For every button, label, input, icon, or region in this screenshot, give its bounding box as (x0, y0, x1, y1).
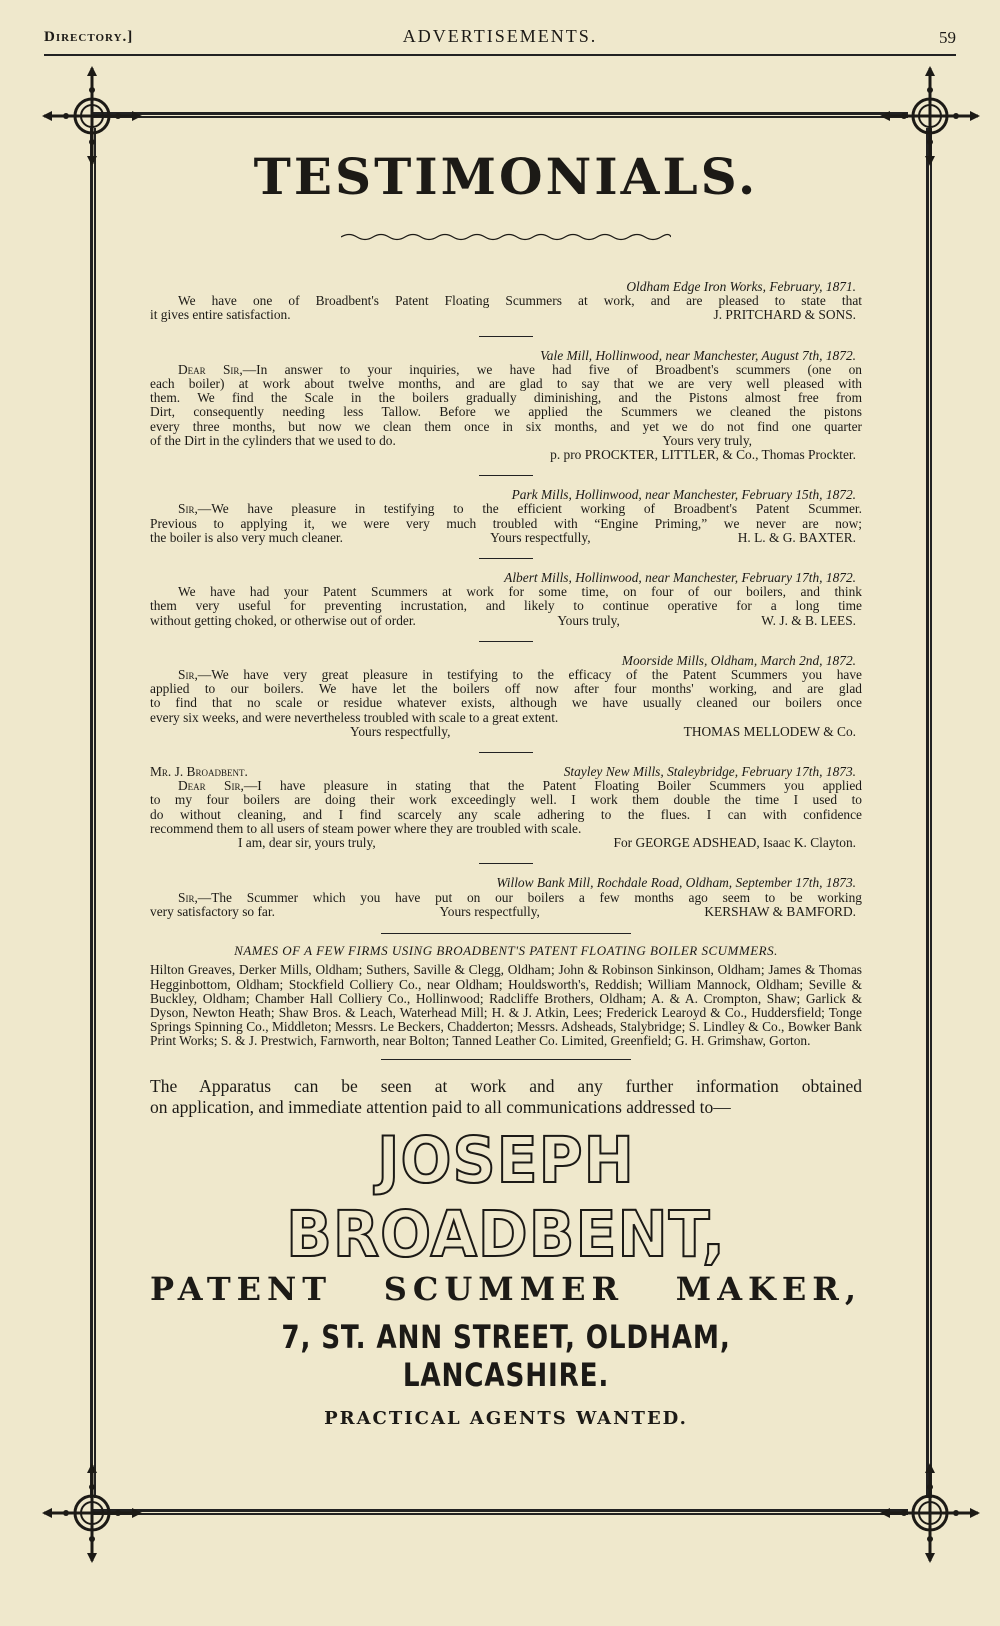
testimonial-signatory: KERSHAW & BAMFORD. (704, 903, 856, 919)
testimonial-signatory: W. J. & B. LEES. (761, 612, 856, 628)
testimonial-closing-text: without getting choked, or otherwise out of order. (150, 612, 416, 628)
section-divider (381, 1059, 631, 1060)
corner-ornament-icon (42, 1463, 142, 1563)
testimonial (150, 280, 862, 323)
testimonial-location: Oldham Edge Iron Works, February, 1871. (626, 279, 856, 294)
testimonial-heading-row (150, 765, 862, 779)
section-divider (381, 933, 631, 934)
testimonial-text-line (150, 668, 862, 682)
testimonial-valediction: Yours respectfully, (350, 723, 451, 739)
advertiser-address: 7, ST. ANN STREET, OLDHAM, LANCASHIRE. (281, 1317, 731, 1394)
testimonial-text-line (150, 779, 862, 793)
testimonial-signatory: J. PRITCHARD & SONS. (713, 307, 856, 323)
testimonial-text-line: each boiler) at work about twelve months, and are glad to say that we are very well pleased with (150, 376, 862, 392)
testimonial-text-line (150, 891, 862, 905)
running-head (44, 26, 956, 52)
testimonial-text: —I have pleasure in stating that the Patent Floating Boiler Scummers you applied (243, 778, 862, 794)
salutation: Sir, (178, 667, 198, 683)
testimonial-text-line: every six weeks, and were nevertheless troubled with scale to a great extent. (150, 709, 559, 725)
trade-word: PATENT (150, 1269, 333, 1308)
testimonial-location: Park Mills, Hollinwood, near Manchester, February 15th, 1872. (511, 487, 856, 503)
testimonial-text-line: to my four boilers are doing their work exceedingly well. I work them double the time I used to (150, 792, 862, 808)
testimonial-text-line: applied to our boilers. We have let the boilers off now after four months' working, and are glad (150, 681, 862, 697)
corner-ornament-icon (880, 66, 980, 166)
testimonial-valediction: Yours very truly, (662, 432, 752, 448)
testimonial-valediction: Yours respectfully, (439, 903, 540, 919)
short-divider (479, 641, 533, 642)
testimonial-text-line: We have had your Patent Scummers at work for some time, on four of our boilers, and think (178, 584, 862, 600)
testimonial-text-line: recommend them to all users of steam power where they are troubled with scale. (150, 820, 582, 836)
testimonial-closing-text: of the Dirt in the cylinders that we used to do. (150, 432, 396, 448)
testimonial-signature-row (150, 836, 862, 850)
running-head-left: Directory.] (44, 29, 134, 45)
testimonial-text-line: Previous to applying it, we were very much troubled with “Engine Priming,” we never are now; (150, 515, 862, 531)
page-number: 59 (939, 28, 956, 47)
firms-list: Hilton Greaves, Derker Mills, Oldham; Suthers, Saville & Clegg, Oldham; John & Robinson Sinkinson, Oldham; James & Thomas Hegginbottom, Oldham; Stockfield Colliery Co., near Oldham; Houldsworth's, Reddish; William Mannock, Oldham; Seville & Buckley, Oldham; Chamber Hall Colliery Co., Hollinwood; Radcliffe Brothers, Oldham; A. & A. Crompton, Shaw; Garlick & Dyson, Newton Heath; Shaw Bros. & Leach, Waterhead Mill; H. & J. Atkin, Lees; Frederick Learoyd & Co., Huddersfield; Tonge Springs Spinning Co., Middleton; Messrs. Le Beckers, Chadderton; Messrs. Adsheads, Stalybridge; S. Lindley & Co., Bowker Bank Print Works; S. & J. Prestwich, Farnworth, near Bolton; Tanned Leather Co. Limited, Greenfield; G. H. Grimshaw, Gorton. (150, 962, 862, 1049)
testimonial (150, 488, 862, 545)
testimonial-closing-text: very satisfactory so far. (150, 903, 275, 919)
salutation: Dear Sir, (178, 361, 243, 377)
header-rule (44, 54, 956, 56)
testimonial-closing-text: it gives entire satisfaction. (150, 307, 291, 323)
testimonial-text: —We have pleasure in testifying to the efficient working of Broadbent's Patent Scummer. (197, 501, 862, 517)
testimonial-valediction: I am, dear sir, yours truly, (238, 835, 376, 851)
testimonial-text-line: to find that no scale or residue whatever exists, although we have usually cleaned our boilers once (150, 695, 862, 711)
testimonial-signature-row (150, 434, 862, 448)
testimonial-text: —The Scummer which you have put on our boilers a few months ago seem to be working (197, 889, 862, 905)
frame-top-border (92, 112, 908, 118)
salutation: Dear Sir, (178, 778, 244, 794)
salutation: Sir, (178, 889, 198, 905)
apparatus-line: on application, and immediate attention paid to all communications addressed to— (150, 1096, 731, 1117)
testimonial (150, 876, 862, 919)
squiggle-divider-icon (341, 232, 671, 242)
testimonial-signature-row (150, 531, 862, 545)
testimonial-text-line: every three months, but now we clean them once in six months, and yet we do not find one quarter (150, 418, 862, 434)
testimonial-signature-row (150, 448, 862, 462)
testimonial-signature-row (150, 614, 862, 628)
testimonial-location: Willow Bank Mill, Rochdale Road, Oldham, September 17th, 1873. (496, 875, 856, 891)
testimonial-valediction: Yours respectfully, (490, 529, 591, 545)
testimonial-valediction: Yours truly, (557, 612, 620, 628)
testimonial (150, 654, 862, 739)
testimonial (150, 765, 862, 850)
frame-right-border (926, 128, 932, 1498)
advertiser-trade (150, 1270, 862, 1308)
testimonial-signature-row (150, 725, 862, 739)
testimonial-location: Albert Mills, Hollinwood, near Manchester, February 17th, 1872. (504, 570, 856, 586)
testimonial (150, 349, 862, 463)
apparatus-paragraph (150, 1076, 862, 1118)
testimonial-signatory: THOMAS MELLODEW & Co. (683, 723, 856, 739)
testimonial-signatory: For GEORGE ADSHEAD, Isaac K. Clayton. (613, 835, 856, 851)
testimonial-signatory: p. pro PROCKTER, LITTLER, & Co., Thomas Prockter. (550, 447, 856, 463)
testimonial-text-line: We have one of Broadbent's Patent Floating Scummers at work, and are pleased to state that (178, 293, 862, 309)
agents-wanted-notice: PRACTICAL AGENTS WANTED. (324, 1407, 688, 1429)
testimonial-text: —We have very great pleasure in testifying to the efficacy of the Patent Scummers you have (197, 667, 862, 683)
testimonial-location: Stayley New Mills, Staleybridge, February 17th, 1873. (563, 764, 856, 780)
page-title: TESTIMONIALS. (253, 147, 759, 206)
trade-word: SCUMMER (383, 1269, 625, 1308)
short-divider (479, 558, 533, 559)
firms-heading: NAMES OF A FEW FIRMS USING BROADBENT'S PATENT FLOATING BOILER SCUMMERS. (234, 942, 778, 958)
advertiser-name: JOSEPH BROADBENT, (286, 1124, 726, 1272)
short-divider (479, 475, 533, 476)
short-divider (479, 752, 533, 753)
frame-left-border (90, 128, 96, 1498)
short-divider (479, 863, 533, 864)
frame-bottom-border (92, 1509, 908, 1515)
testimonial-text-line: them very useful for preventing incrustation, and likely to continue operative for a long time (150, 598, 862, 614)
running-head-title: ADVERTISEMENTS. (402, 26, 598, 46)
salutation: Sir, (178, 501, 198, 517)
testimonial-signatory: H. L. & G. BAXTER. (737, 529, 856, 545)
testimonial-location: Moorside Mills, Oldham, March 2nd, 1872. (621, 652, 856, 668)
testimonial-signature-row (150, 308, 862, 322)
testimonial-text-line (150, 363, 862, 377)
corner-ornament-icon (880, 1463, 980, 1563)
trade-word: MAKER, (675, 1269, 862, 1308)
testimonial-text: —In answer to your inquiries, we have had five of Broadbent's scummers (one on (242, 361, 862, 377)
testimonial-text-line: Dirt, consequently needing less Tallow. Before we applied the Scummers we cleaned the pistons (150, 404, 862, 420)
short-divider (479, 336, 533, 337)
testimonial-text-line (150, 502, 862, 516)
corner-ornament-icon (42, 66, 142, 166)
testimonial-location: Vale Mill, Hollinwood, near Manchester, August 7th, 1872. (540, 347, 856, 363)
testimonial-signature-row (150, 905, 862, 919)
testimonial-text-line: them. We find the Scale in the boilers gradually diminishing, and the Pistons almost free from (150, 390, 862, 406)
testimonial (150, 571, 862, 628)
testimonial-text-line: do without cleaning, and I find scarcely any scale adhering to the flues. I can with confidence (150, 806, 862, 822)
addressee: Mr. J. Broadbent. (150, 764, 248, 780)
apparatus-line: The Apparatus can be seen at work and any further information obtained (150, 1075, 862, 1096)
testimonial-closing-text: the boiler is also very much cleaner. (150, 529, 343, 545)
advertisement-body (150, 140, 862, 1429)
